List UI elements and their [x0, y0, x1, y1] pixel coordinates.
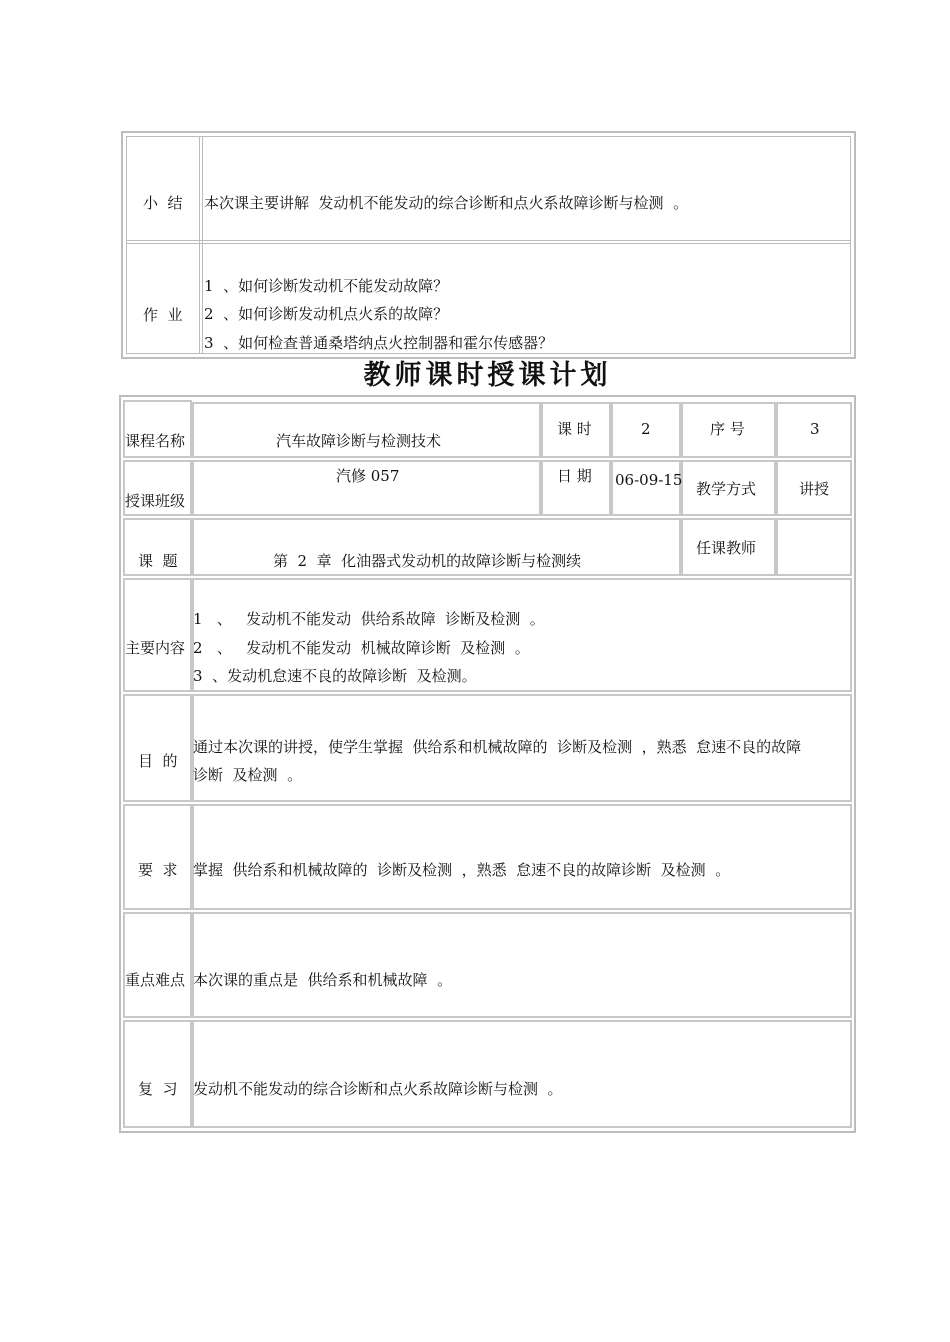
goal-label: 目 的 [138, 752, 178, 770]
goal-line: 诊断 及检测 。 [193, 766, 303, 784]
review-text: 发动机不能发动的综合诊断和点火系故障诊断与检测 。 [193, 1080, 563, 1098]
summary-label: 小 结 [143, 194, 183, 212]
teacher-label: 任课教师 [696, 539, 757, 557]
requirement-text: 掌握 供给系和机械故障的 诊断及检测 ，熟悉 怠速不良的故障诊断 及检测 。 [193, 861, 731, 879]
homework-item: 3 、如何检查普通桑塔纳点火控制器和霍尔传感器？ [204, 334, 554, 352]
class-value: 汽修 057 [336, 467, 400, 485]
seq-label: 序 号 [710, 420, 745, 438]
key-points-label: 重点难点 [125, 971, 186, 989]
goal-line: 通过本次课的讲授，使学生掌握 供给系和机械故障的 诊断及检测 ，熟悉 怠速不良的故障 [193, 738, 802, 756]
page-title: 教师课时授课计划 [363, 360, 612, 391]
class-label: 授课班级 [125, 492, 186, 510]
summary-text: 本次课主要讲解 发动机不能发动的综合诊断和点火系故障诊断与检测 。 [204, 194, 689, 212]
homework-label: 作 业 [143, 306, 183, 324]
requirement-label: 要 求 [138, 861, 178, 879]
hours-label: 课 时 [557, 420, 592, 438]
method-label: 教学方式 [696, 480, 757, 498]
date-value: 06-09-15 [615, 471, 683, 489]
topic-value: 第 2 章 化油器式发动机的故障诊断与检测续 [273, 552, 582, 570]
course-name-label: 课程名称 [125, 432, 186, 450]
content-item: 3 、发动机怠速不良的故障诊断 及检测。 [193, 667, 477, 685]
homework-item: 1 、如何诊断发动机不能发动故障？ [204, 277, 449, 295]
hours-value: 2 [641, 420, 651, 438]
course-name-value: 汽车故障诊断与检测技术 [276, 432, 442, 450]
key-points-text: 本次课的重点是 供给系和机械故障 。 [193, 971, 453, 989]
content-label: 主要内容 [125, 639, 186, 657]
method-value: 讲授 [799, 480, 830, 498]
seq-value: 3 [810, 420, 820, 438]
topic-label: 课 题 [138, 552, 178, 570]
content-item: 1 、 发动机不能发动 供给系故障 诊断及检测 。 [193, 610, 545, 628]
date-label: 日 期 [557, 467, 592, 485]
review-label: 复 习 [138, 1080, 178, 1098]
content-item: 2 、 发动机不能发动 机械故障诊断 及检测 。 [193, 639, 530, 657]
homework-item: 2 、如何诊断发动机点火系的故障？ [204, 305, 449, 323]
